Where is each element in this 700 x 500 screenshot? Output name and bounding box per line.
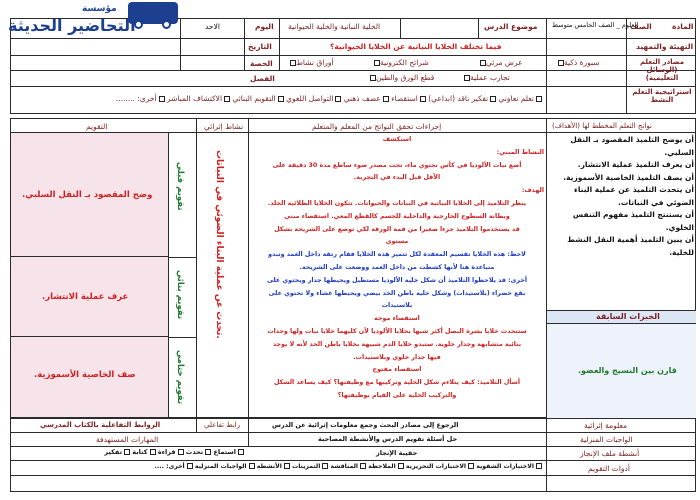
class-label: الصف — [630, 22, 652, 31]
strategy-item: عصف ذهني — [344, 94, 389, 103]
procedure-line: ستتحدث خلايا بشرة البصل أكثر شبها بخلايا الألوديا لأن كليهما خلايا نبات ولها وحدات — [267, 327, 527, 335]
outcome-item: أن يوضح التلميذ المقصود بـ النقل السلبي. — [570, 135, 694, 157]
eval-value: وضح المقصود بـ النقل السلبي. — [22, 190, 153, 200]
procedure-line: بقع خضراء (بلاستيدات) وشكل خلية باطن الخد بيضي ويحيطها غشاء ولا تحتوي على — [268, 289, 526, 297]
eval-value: عرف عملية الانتشار. — [42, 292, 129, 302]
procedure-line: متباعدة هنا لأنها كشطت من داخل الغمد ووضعت على الشريحة. — [299, 263, 495, 271]
portfolio-value: حقيبة الإنجاز — [376, 449, 418, 457]
skill-item: تحدث — [186, 448, 211, 456]
procedure-line: استقصاء موجه — [374, 315, 420, 323]
eval-type: تقويم ختامي — [175, 350, 185, 405]
section-label: الفصل — [250, 74, 275, 83]
prior-label: الخبرات السابقة — [596, 312, 660, 321]
subject-label: المادة — [672, 22, 694, 31]
outcome-item: أن يتحدث التلميذ عن عملية البناء الضوئي في النباتات. — [574, 185, 694, 207]
col-evaluation: التقويم — [86, 122, 108, 131]
eval-value: صف الخاصية الأسموزية. — [34, 370, 136, 380]
outcome-item: أن يستنتج التلميذ مفهوم التنفس الخلوي. — [572, 210, 694, 232]
outcome-item: أن يصف التلميذ الخاصية الأسموزية. — [563, 172, 694, 182]
strategy-list — [16, 94, 542, 106]
activity-value: تحدث عن عملية البناء الضوئي في النباتات. — [214, 150, 224, 339]
tool-item: المناقشة — [331, 463, 367, 470]
skill-item: قراءة — [158, 448, 184, 456]
outcome-item: أن يبين التلميذ أهمية النقل النشط للخلية. — [567, 235, 694, 257]
homework-value: حل أسئلة تقويم الدرس والأنشطة المصاحبة — [318, 435, 458, 443]
procedure-line: فيها جدار خلوي وبلاستيدات. — [353, 353, 441, 361]
procedure-line: لاحظ: هذه الخلايا تقسيم المعقدة لكل تتميز هذه الخلايا فقام رتقة داخل الغمد وتبدو — [268, 251, 526, 259]
tool-item: الأنشطة — [257, 463, 290, 470]
col-outcomes: نواتج التعلم المخطط لها (الأهداف) — [552, 122, 652, 130]
procedure-line: النشاط المبني: — [496, 148, 544, 156]
resources-label: مصادر التعلم (الوسائل التعليمية) — [639, 58, 685, 82]
resource-item: سبورة ذكية — [556, 58, 600, 67]
resource-item: أوراق نشاط — [288, 58, 334, 67]
tools-label: أدوات التقويم — [588, 464, 630, 473]
procedure-line: استقصاء مفتوح — [372, 366, 422, 374]
links-link-label: رابط تفاعلي — [204, 421, 241, 429]
procedure-line: مستوي — [385, 238, 409, 246]
procedure-line: الهدف: — [521, 187, 544, 195]
topic-label: موضوع الدرس — [484, 22, 538, 31]
procedure-line: بلاستيدات — [381, 302, 413, 310]
strategy-item: تعلم تعاوني — [498, 94, 542, 103]
tool-item: التمرينات — [292, 463, 328, 470]
eval-type: تقويم بنائي — [175, 270, 185, 320]
tools-list — [154, 463, 542, 470]
logo-line1: مؤسسة — [82, 4, 117, 14]
tool-item: أخرى: .... — [155, 463, 193, 470]
portfolio-label: أنشطة ملف الإنجاز — [580, 449, 640, 458]
strategy-item: التقويم البنائي — [232, 94, 283, 103]
tool-item: الاختبارات التحريرية — [406, 463, 474, 470]
procedure-line: بنائية متشابهة وجدار خلوية. ستبدو خلايا الدم شبيهة بخلايا باطن الخد لأنه لا يوجد — [272, 340, 522, 348]
skills-list — [14, 448, 244, 456]
period-label: الحصة — [250, 59, 273, 68]
col-activity: نشاط إثرائي — [204, 122, 244, 131]
strategy-item: الاكتشاف المباشر — [167, 94, 230, 103]
intro-value: فيما تختلف الخلايا النباتية عن الخلايا الحيوانية؟ — [330, 42, 502, 51]
day-label: اليوم — [255, 22, 274, 31]
resource-item: عرض مرئي — [478, 58, 523, 67]
enrich-value: الرجوع إلى مصادر البحث وجمع معلومات إثرائية عن الدرس — [272, 421, 459, 429]
links-label[interactable]: الروابط التفاعلية بالكتاب المدرسي — [40, 421, 161, 429]
procedure-line: أخرى: قد يلاحظوا التلاميذ أن شكل خلية الألوديا مستطيل ويحيطها جدار ويحتوي على — [266, 276, 528, 284]
topic-value: الخلية النباتية والخلية الحيوانية — [288, 22, 381, 31]
strategy-label: استراتيجية التعلم النشط — [632, 88, 692, 104]
outcome-item: أن يعرف التلميذ عملية الانتشار. — [577, 160, 694, 169]
tool-item: الواجبات المنزلية — [195, 463, 255, 470]
day-value: الاحد — [205, 22, 220, 31]
logo — [2, 0, 182, 40]
skill-item: تفكير — [104, 448, 130, 456]
strategy-item: التواصل اللغوي — [286, 94, 341, 103]
procedure-line: قد يستخدموا التلاميذ جزءا صغيرا من قمة الورقة لكي توضع على الشريحة بشكل — [274, 225, 520, 233]
procedure-line: وبطانة السطوح الخارجية والداخلية للجسم كالقطع المعي. استقصاء مبني — [284, 212, 510, 220]
procedure-line: ينظر التلاميذ إلى الخلايا النباتية في النباتات والحيوانات. تتكون الخلايا الطلائية الجلد. — [267, 199, 527, 207]
procedure-line: الأقل قبل البدء في التجربة. — [353, 174, 441, 182]
homework-label: الواجبات المنزلية — [580, 435, 633, 444]
procedure-line: أضع نبات الألوديا في كأس تحتوي ماء، تحت مصدر ضوء ساطع مدة 30 دقيقة على — [272, 161, 522, 169]
skills-label: المهارات المستهدفة — [96, 435, 159, 444]
procedures-box — [250, 134, 544, 416]
date-label: التاريخ — [248, 42, 272, 51]
tool-item: الاختبارات الشفوية — [476, 463, 542, 470]
skill-item: استماع — [213, 448, 244, 456]
procedure-line: استكشف — [382, 136, 412, 143]
wheel-icon — [162, 20, 171, 29]
skill-item: كتابة — [132, 448, 155, 456]
enrich-label: معلومة إثرائية — [584, 421, 628, 430]
intro-label: التهيئة والتمهيد — [636, 42, 694, 51]
strategy-item: تفكير ناقد (ابداعي) — [428, 94, 496, 103]
strategy-item: استقصاء — [391, 94, 426, 103]
col-procedures: إجراءات تحقق النواتج من المعلم والمتعلم — [312, 122, 442, 131]
strategy-item: أخرى: ........ — [116, 94, 165, 103]
procedure-line: والتركيب الخلية على القيام بوظيفتها؟ — [337, 391, 457, 399]
outcomes-list — [548, 134, 694, 306]
procedure-line: أسأل التلاميذ: كيف يتلاءم شكل الخلية وتركيبها مع وظيفتها؟ كيف يساعد الشكل — [274, 379, 520, 387]
logo-line2: التحاضير الحديثة — [8, 16, 136, 35]
eval-type: تقويم قبلي — [175, 162, 185, 211]
subject-value: العلوم _ الصف الخامس متوسط — [552, 21, 639, 29]
tool-item: الملاحظة — [368, 463, 404, 470]
prior-value: قارن بين النسيج والعضو. — [578, 366, 677, 375]
resource-item: قطع الورق والطين — [368, 73, 434, 82]
resource-item: تجارب عملية — [462, 73, 510, 82]
resource-item: شرائح الكترونية — [372, 58, 429, 67]
